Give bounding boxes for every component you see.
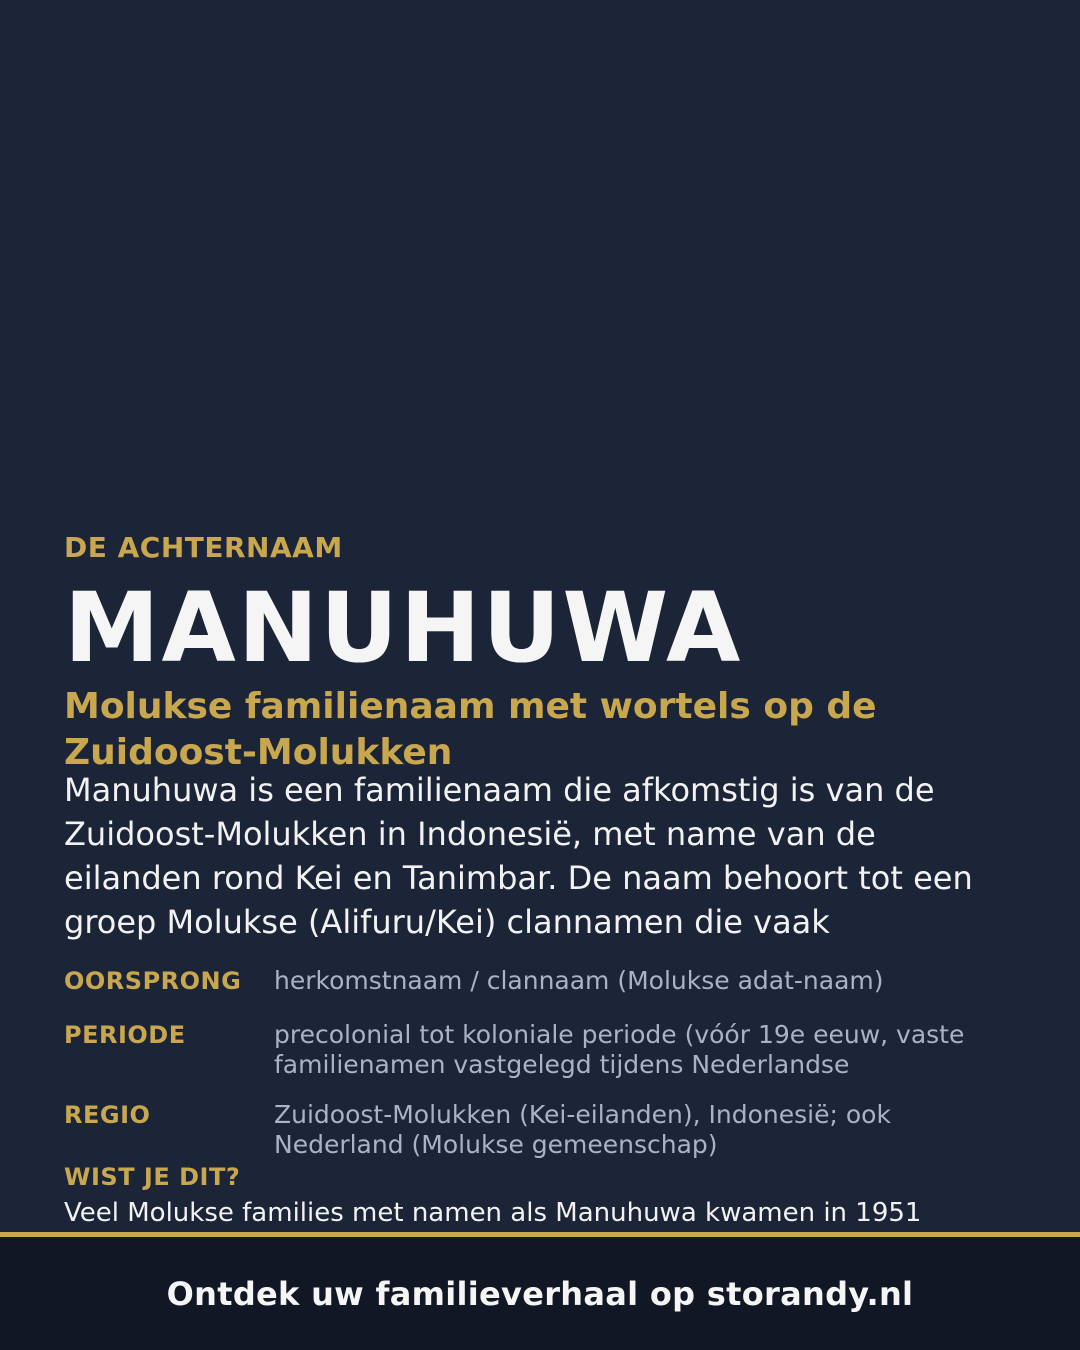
fact-value: precolonial tot koloniale periode (vóór 19e eeuw, vaste familienamen vastgelegd tijdens Nederlandse	[274, 1020, 965, 1079]
fact-label: PERIODE	[64, 1021, 186, 1049]
fact-row-origin	[64, 962, 1016, 1000]
surname-description: Manuhuwa is een familienaam die afkomstig is van de Zuidoost-Molukken in Indonesië, met name van de eilanden rond Kei en Tanimbar. De naam behoort tot een groep Molukse (Alifuru/Kei) clannamen die vaak	[64, 771, 973, 941]
fact-label: REGIO	[64, 1101, 151, 1129]
facts-list	[64, 962, 1016, 1176]
fact-label: OORSPRONG	[64, 967, 242, 995]
footer-banner	[0, 1232, 1080, 1350]
surname-subtitle: Molukse familienaam met wortels op de Zuidoost-Molukken	[64, 686, 877, 773]
fact-value: herkomstnaam / clannaam (Molukse adat-naam)	[274, 966, 884, 995]
eyebrow-label: DE ACHTERNAAM	[64, 531, 343, 564]
footer-cta-link[interactable]: Ontdek uw familieverhaal op storandy.nl	[166, 1274, 914, 1313]
surname-title: MANUHUWA	[64, 572, 743, 684]
fact-row-region	[64, 1096, 1016, 1160]
fact-row-period	[64, 1016, 1016, 1080]
did-you-know-text: Veel Molukse families met namen als Manuhuwa kwamen in 1951	[64, 1198, 922, 1228]
surname-card	[64, 0, 1016, 1232]
did-you-know-label: WIST JE DIT?	[64, 1163, 241, 1191]
fact-value: Zuidoost-Molukken (Kei-eilanden), Indonesië; ook Nederland (Molukse gemeenschap)	[274, 1100, 891, 1159]
